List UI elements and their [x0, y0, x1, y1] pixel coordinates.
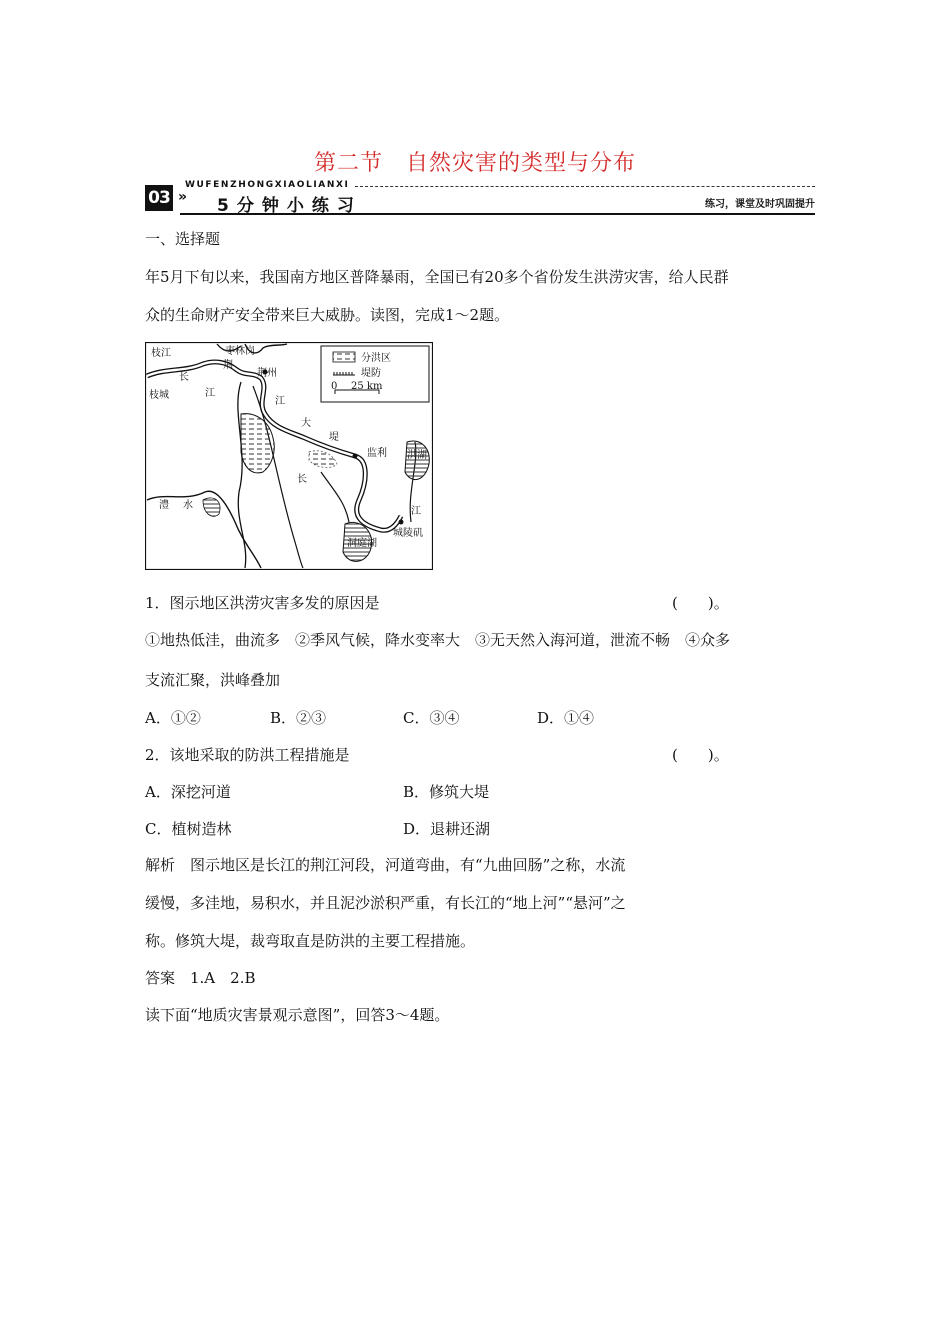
map-label-jiang-1: 江 [205, 388, 215, 399]
banner-slogan: 练习，课堂及时巩固提升 [705, 199, 815, 210]
q1-option-c: C．③④ [403, 709, 460, 727]
map-label-jing: 荆 [223, 360, 233, 371]
section-banner [145, 180, 815, 214]
question-2-stem: 2．该地采取的防洪工程措施是 [145, 746, 350, 764]
map-label-honghu: 洪湖 [407, 450, 427, 461]
map-label-jiang-3: 江 [411, 506, 421, 517]
legend-levee: 堤防 [361, 368, 381, 379]
question-1-paren: ( )。 [672, 594, 729, 612]
map-label-zhijiang: 枝江 [151, 348, 171, 359]
q2-option-b: B．修筑大堤 [403, 783, 490, 801]
question-1-items-line-1: ①地热低洼，曲流多 ②季风气候，降水变率大 ③无天然入海河道，泄流不畅 ④众多 [145, 631, 731, 649]
map-label-da: 大 [301, 418, 311, 429]
map-label-dongtinghu: 洞庭湖 [347, 538, 377, 549]
legend-flood-area: 分洪区 [361, 353, 391, 364]
banner-dashed-line [355, 186, 815, 187]
map-label-shui: 水 [183, 500, 193, 511]
map-label-zaolingang: 枣林岗 [225, 346, 255, 357]
map-label-chang-2: 长 [297, 474, 307, 485]
legend-scale-zero: 0 [331, 381, 338, 392]
banner-rule [180, 213, 815, 215]
map-label-di: 堤 [329, 432, 339, 443]
map-label-jiang-2: 江 [275, 396, 285, 407]
question-1-stem: 1．图示地区洪涝灾害多发的原因是 [145, 594, 380, 612]
banner-subtitle: 5分钟小练习 [217, 196, 362, 216]
intro-line-1: 年5月下旬以来，我国南方地区普降暴雨，全国已有20多个省份发生洪涝灾害，给人民群 [145, 268, 729, 286]
question-2-paren: ( )。 [672, 746, 729, 764]
analysis-line-1: 解析 图示地区是长江的荆江河段，河道弯曲，有“九曲回肠”之称，水流 [145, 856, 626, 874]
legend-scale-km: 25 km [351, 381, 383, 392]
intro-line-2: 众的生命财产安全带来巨大威胁。读图，完成1～2题。 [145, 306, 510, 324]
analysis-line-2: 缓慢，多洼地，易积水，并且泥沙淤积严重，有长江的“地上河”“悬河”之 [145, 894, 626, 912]
chevron-icon: » [178, 189, 188, 205]
q2-option-a: A．深挖河道 [145, 783, 231, 801]
q2-option-d: D．退耕还湖 [403, 820, 491, 838]
question-1-items-line-2: 支流汇聚，洪峰叠加 [145, 671, 281, 689]
q1-option-a: A．①② [145, 709, 201, 727]
map-label-jianli: 监利 [367, 448, 387, 459]
map-label-li: 澧 [159, 500, 169, 511]
section-number-badge: 03 [145, 185, 173, 211]
map-label-chang-1: 长 [179, 372, 189, 383]
section-heading: 一、选择题 [145, 230, 221, 248]
map-label-chenglingji: 城陵矶 [393, 528, 423, 539]
q2-option-c: C．植树造林 [145, 820, 232, 838]
q1-option-b: B．②③ [270, 709, 327, 727]
banner-pinyin: WUFENZHONGXIAOLIANXI [185, 180, 350, 190]
analysis-line-3: 称。修筑大堤，裁弯取直是防洪的主要工程措施。 [145, 932, 476, 950]
next-question-intro: 读下面“地质灾害景观示意图”，回答3～4题。 [145, 1006, 450, 1024]
q1-option-d: D．①④ [537, 709, 595, 727]
answer-line: 答案 1.A 2.B [145, 969, 256, 987]
map-label-zhicheng: 枝城 [149, 390, 169, 401]
page-title: 第二节 自然灾害的类型与分布 [313, 151, 636, 176]
jingjiang-flood-map [145, 342, 433, 570]
map-label-jingzhou: 荆州 [257, 368, 277, 379]
